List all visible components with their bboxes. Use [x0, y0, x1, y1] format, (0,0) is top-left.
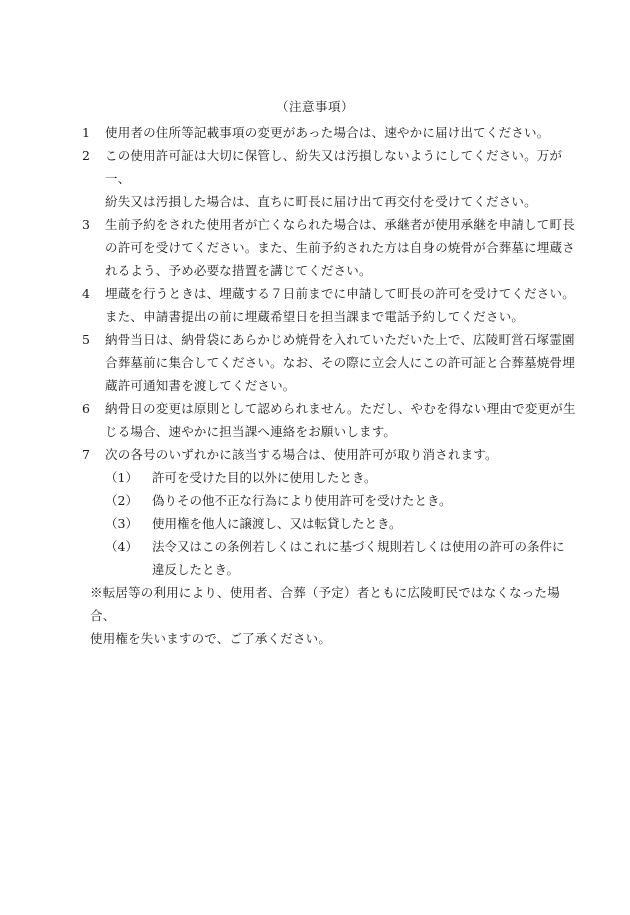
subitem-text: 偽りその他不正な行為により使用許可を受けたとき。: [152, 493, 452, 508]
note-item-3: [82, 213, 582, 282]
note-number: 7: [82, 447, 90, 462]
note-subitem-4: [105, 535, 582, 581]
remark-note: ※転居等の利用により、使用者、合葬（予定）者ともに広陵町民ではなくなった場合、 使用権を失いますので、ご了承ください。: [90, 585, 560, 646]
note-text: 生前予約をされた使用者が亡くなられた場合は、承継者が使用承継を申請して町長 の許可を受けてください。また、生前予約された方は自身の焼骨が合葬墓に埋蔵さ れるよう、予め必要な措置を講じてください。: [105, 217, 575, 278]
note-text: 次の各号のいずれかに該当する場合は、使用許可が取り消されます。: [105, 447, 498, 462]
note-number: 4: [82, 286, 90, 301]
note-number: 2: [82, 148, 90, 163]
note-item-2: [82, 144, 582, 213]
note-item-7: [82, 443, 582, 466]
note-subitem-1: [105, 466, 582, 489]
note-item-6: [82, 397, 582, 443]
subitem-text: 使用権を他人に譲渡し、又は転貸したとき。: [152, 516, 402, 531]
note-subitem-2: [105, 489, 582, 512]
note-text: 埋蔵を行うときは、埋蔵する７日前までに申請して町長の許可を受けてください。 また、申請書提出の前に埋蔵希望日を担当課まで電話予約してください。: [105, 286, 575, 324]
note-number: 6: [82, 401, 90, 416]
note-number: 5: [82, 332, 90, 347]
note-item-5: [82, 328, 582, 397]
note-subitem-3: [105, 512, 582, 535]
note-text: 納骨当日は、納骨袋にあらかじめ焼骨を入れていただいた上で、広陵町営石塚霊園 合葬墓前に集合してください。なお、その際に立会人にこの許可証と合葬墓焼骨埋 蔵許可通知書を渡してください。: [105, 332, 575, 393]
notes-list: [82, 121, 582, 650]
subitem-number: （4）: [105, 539, 138, 554]
subitem-number: （2）: [105, 493, 138, 508]
subitem-number: （3）: [105, 516, 138, 531]
note-text: この使用許可証は大切に保管し、紛失又は汚損しないようにしてください。万が一、 紛失又は汚損した場合は、直ちに町長に届け出て再交付を受けてください。: [105, 148, 563, 209]
note-item-4: [82, 282, 582, 328]
subitem-text: 法令又はこの条例若しくはこれに基づく規則若しくは使用の許可の条件に 違反したとき。: [152, 539, 565, 577]
subitem-text: 許可を受けた目的以外に使用したとき。: [152, 470, 377, 485]
note-text: 納骨日の変更は原則として認められません。ただし、やむを得ない理由で変更が生 じる場合、速やかに担当課へ連絡をお願いします。: [105, 401, 576, 439]
note-item-1: [82, 121, 582, 144]
note-text: 使用者の住所等記載事項の変更があった場合は、速やかに届け出てください。: [105, 125, 550, 140]
subitem-number: （1）: [105, 470, 138, 485]
notes-heading: （注意事項）: [275, 99, 354, 114]
note-number: 1: [82, 125, 90, 140]
note-number: 3: [82, 217, 90, 232]
